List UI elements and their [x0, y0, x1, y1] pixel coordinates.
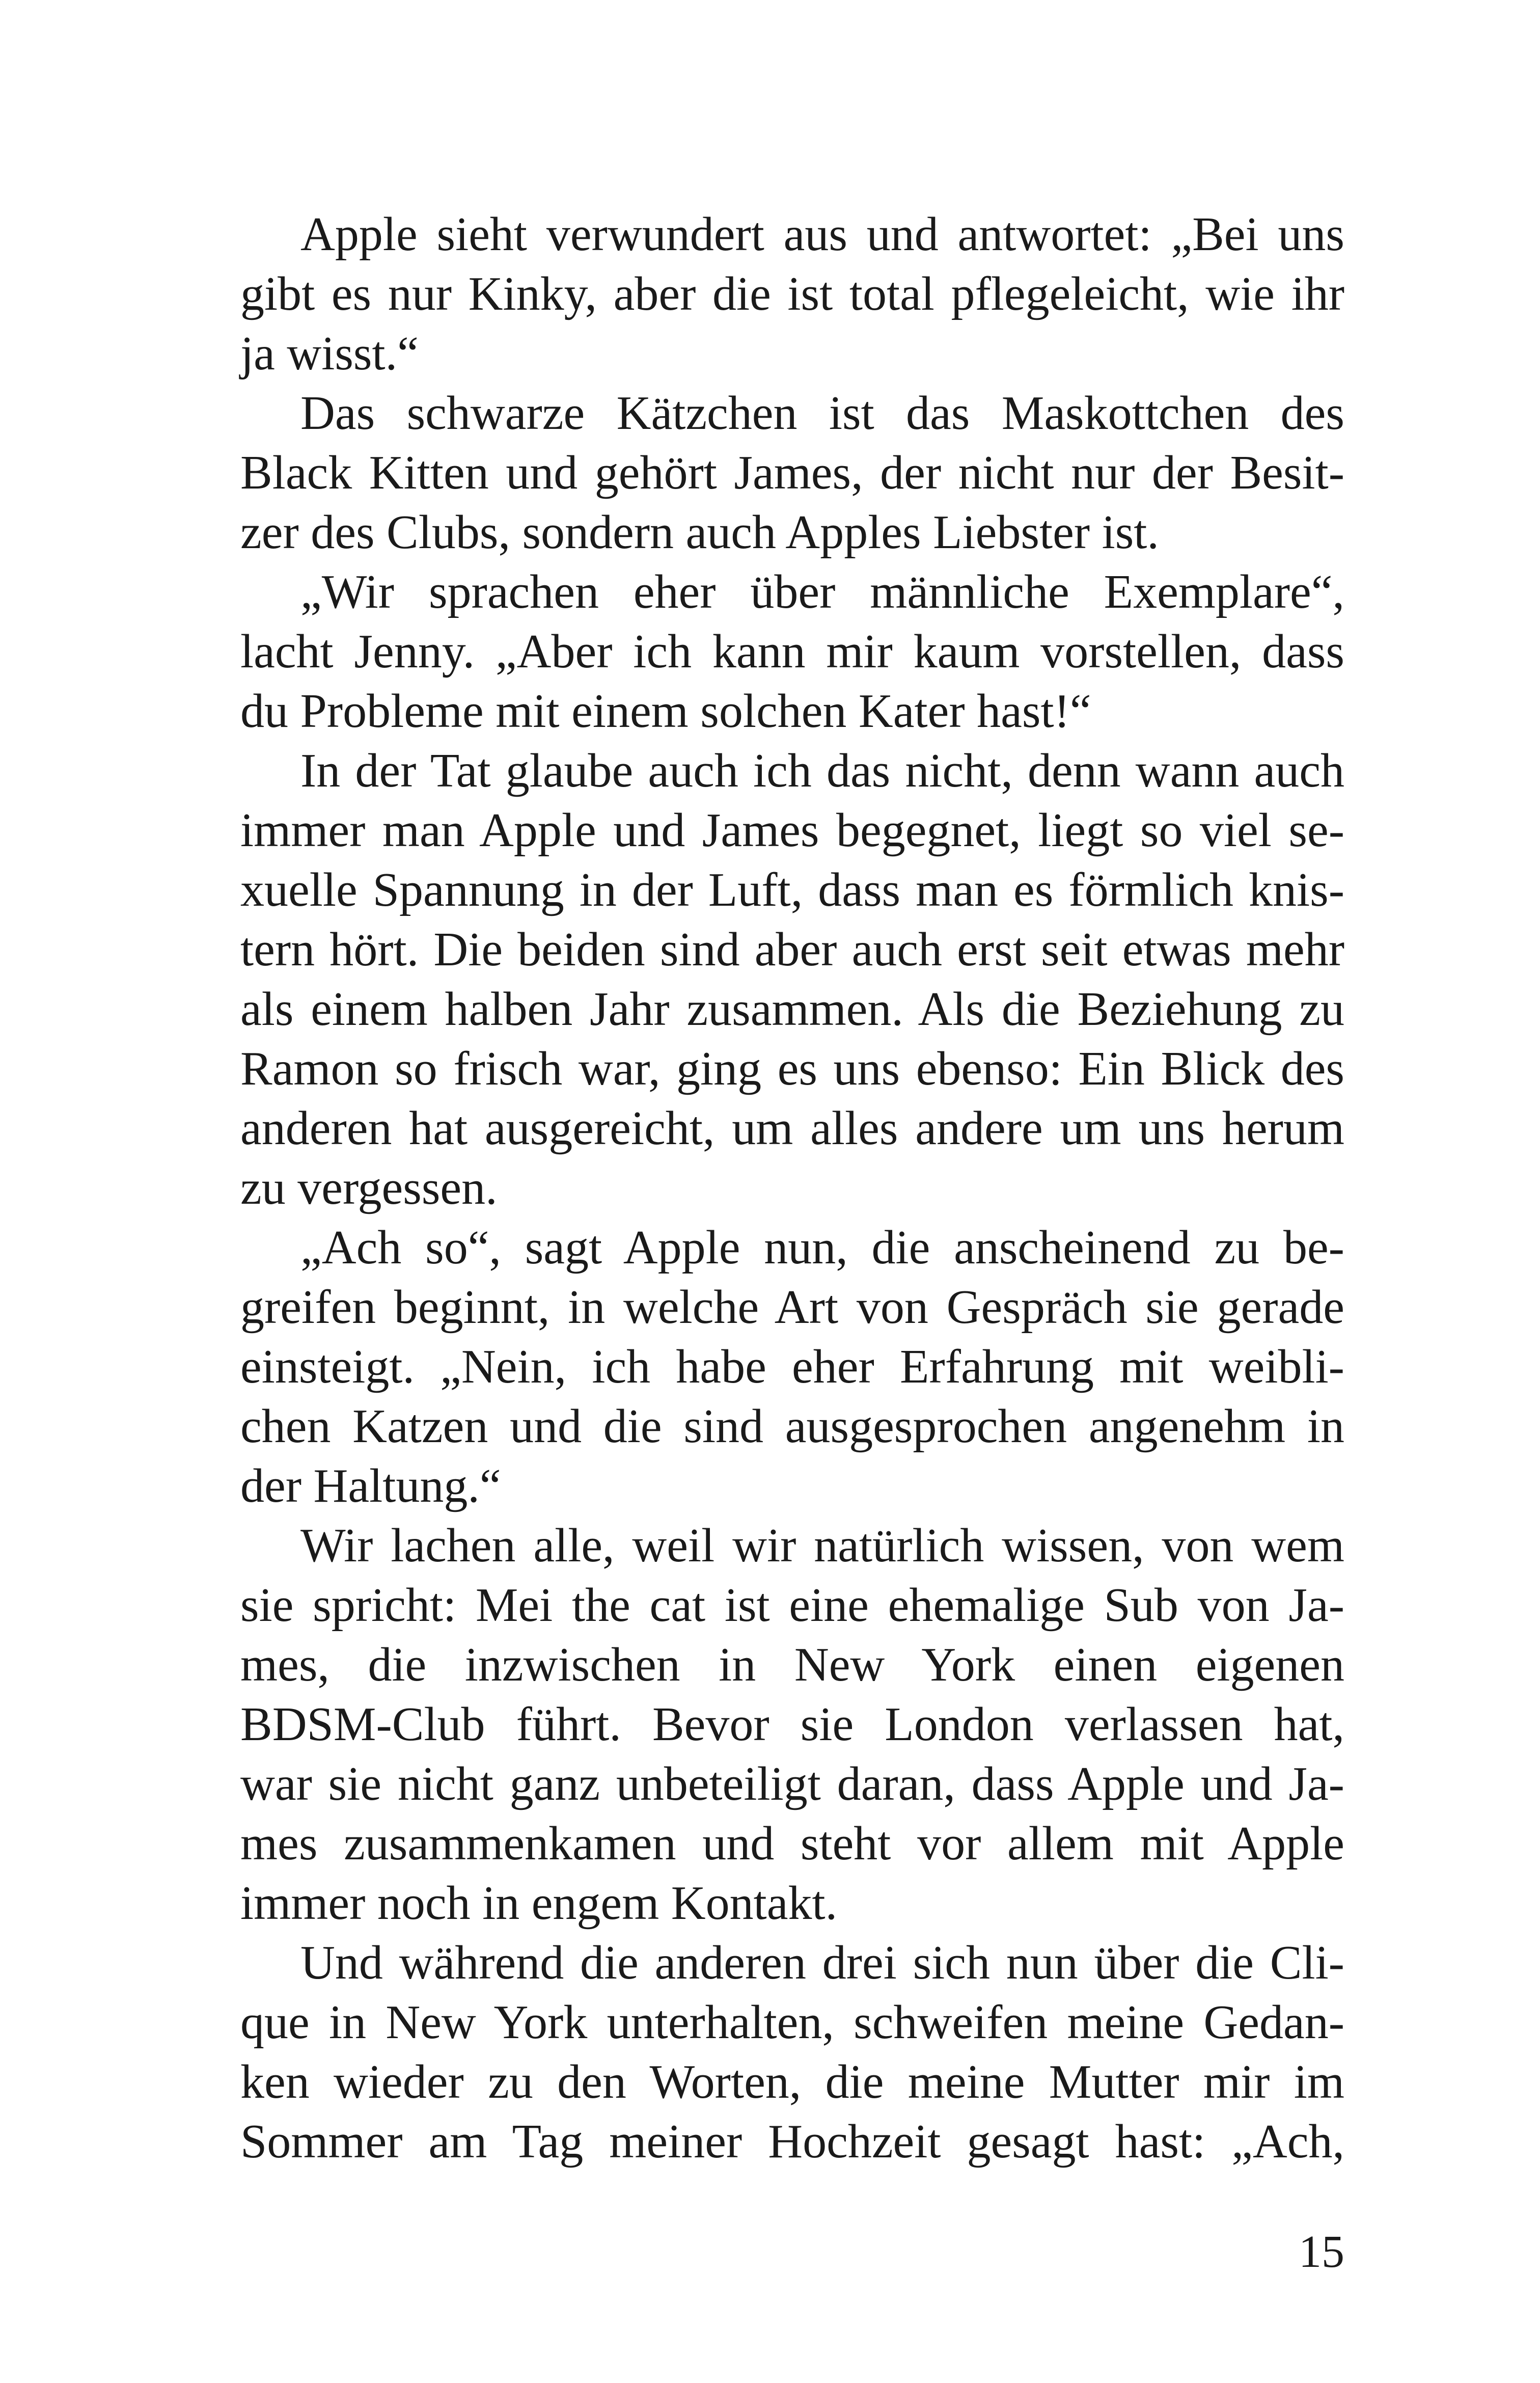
text-line: ja wisst.“ — [240, 327, 419, 380]
text-line: „Ach so“, sagt Apple nun, die anscheinend zu be- — [300, 1221, 1344, 1274]
text-line: immer man Apple und James begegnet, liegt so viel se- — [240, 804, 1344, 857]
text-line: xuelle Spannung in der Luft, dass man es förmlich knis- — [240, 863, 1344, 916]
text-line: zu vergessen. — [240, 1161, 498, 1214]
text-line: tern hört. Die beiden sind aber auch erst seit etwas mehr — [240, 923, 1344, 976]
text-line: sie spricht: Mei the cat ist eine ehemalige Sub von Ja- — [240, 1579, 1344, 1632]
text-line: einsteigt. „Nein, ich habe eher Erfahrung mit weibli- — [240, 1340, 1344, 1393]
text-line: mes zusammenkamen und steht vor allem mit Apple — [240, 1817, 1344, 1870]
text-line: immer noch in engem Kontakt. — [240, 1877, 838, 1930]
text-line: Und während die anderen drei sich nun über die Cli- — [300, 1936, 1344, 1989]
text-line: als einem halben Jahr zusammen. Als die Beziehung zu — [240, 983, 1344, 1036]
text-line: anderen hat ausgereicht, um alles andere um uns herum — [240, 1102, 1344, 1155]
text-line: der Haltung.“ — [240, 1459, 501, 1512]
text-line: zer des Clubs, sondern auch Apples Liebster ist. — [240, 506, 1159, 559]
text-line: Das schwarze Kätzchen ist das Maskottchen des — [300, 387, 1344, 440]
text-line: Wir lachen alle, weil wir natürlich wissen, von wem — [300, 1519, 1344, 1572]
text-line: war sie nicht ganz unbeteiligt daran, dass Apple und Ja- — [240, 1757, 1344, 1810]
text-line: Black Kitten und gehört James, der nicht nur der Besit- — [240, 446, 1344, 499]
text-line: ken wieder zu den Worten, die meine Mutter mir im — [240, 2055, 1344, 2108]
text-line: greifen beginnt, in welche Art von Gespräch sie gerade — [240, 1281, 1344, 1334]
text-line: BDSM-Club führt. Bevor sie London verlassen hat, — [240, 1698, 1344, 1751]
text-line: mes, die inzwischen in New York einen eigenen — [240, 1638, 1344, 1691]
text-line: du Probleme mit einem solchen Kater hast!“ — [240, 685, 1091, 738]
text-line: „Wir sprachen eher über männliche Exemplare“, — [300, 565, 1344, 618]
text-line: que in New York unterhalten, schweifen meine Gedan- — [240, 1996, 1344, 2049]
body-text — [240, 205, 1344, 2172]
text-line: chen Katzen und die sind ausgesprochen angenehm in — [240, 1400, 1344, 1453]
text-line: In der Tat glaube auch ich das nicht, denn wann auch — [300, 744, 1344, 797]
text-line: lacht Jenny. „Aber ich kann mir kaum vorstellen, dass — [240, 625, 1344, 678]
text-line: gibt es nur Kinky, aber die ist total pflegeleicht, wie ihr — [240, 267, 1344, 320]
text-line: Apple sieht verwundert aus und antwortet: „Bei uns — [300, 208, 1344, 261]
page-number: 15 — [1299, 2227, 1344, 2277]
text-line: Ramon so frisch war, ging es uns ebenso: Ein Blick des — [240, 1042, 1344, 1095]
text-line: Sommer am Tag meiner Hochzeit gesagt hast: „Ach, — [240, 2115, 1344, 2168]
